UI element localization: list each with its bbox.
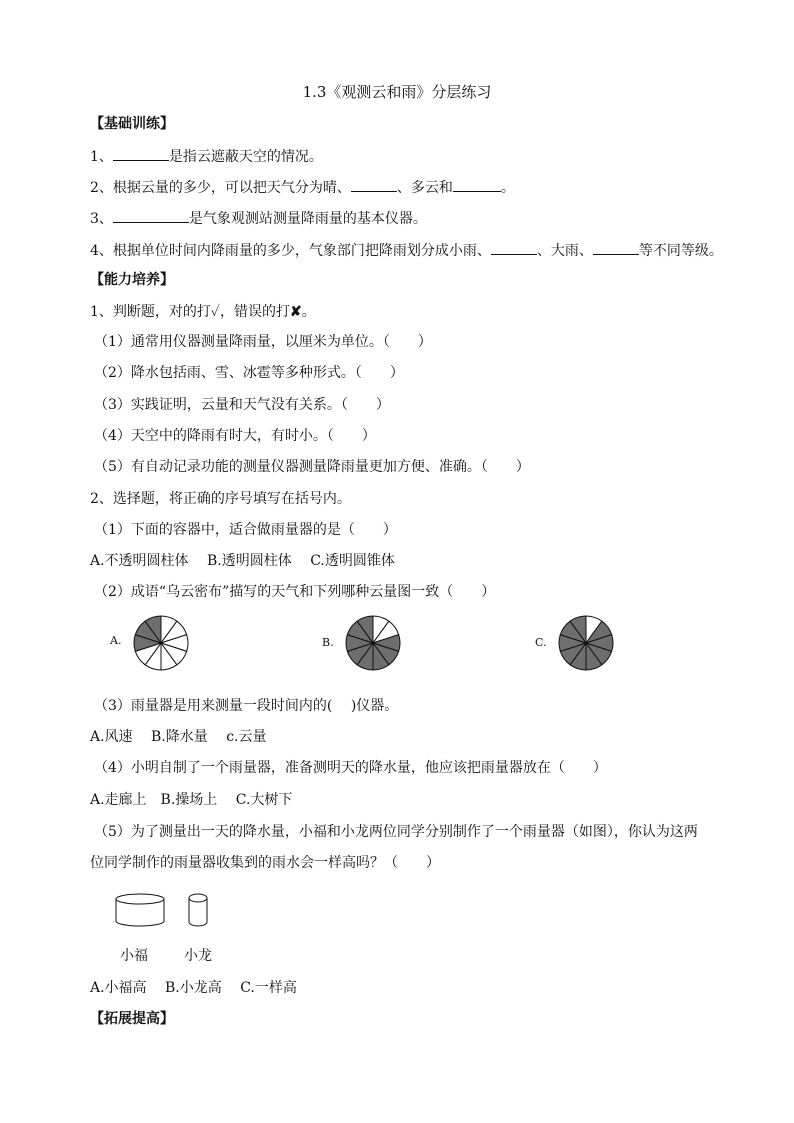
blank-2a[interactable]: [351, 177, 397, 192]
judge-item-5: （5）有自动记录功能的测量仪器测量降雨量更加方便、准确。（ ）: [94, 459, 530, 475]
judge-intro-text: 1、判断题，对的打: [90, 304, 211, 320]
basic-q1: [90, 146, 323, 167]
circle-label-b: B.: [322, 636, 334, 649]
basic-q2-text-c: 。: [500, 180, 515, 196]
basic-q4-text-b: 、大雨、: [536, 243, 593, 259]
blank-1[interactable]: [113, 146, 169, 161]
judge-item-4: （4）天空中的降雨有时大，有时小。（ ）: [94, 428, 376, 444]
choice-q5-line1: （5）为了测量出一天的降水量，小福和小龙两位同学分别制作了一个雨量器（如图），你认为这两: [94, 824, 698, 840]
cross-mark-icon: ✘: [289, 304, 302, 320]
check-mark-icon: ✓: [210, 304, 220, 320]
caption-xiaofu: 小福: [120, 948, 148, 964]
choice-q5-line2: 位同学制作的雨量器收集到的雨水会一样高吗？（ ）: [90, 855, 440, 871]
choice-q1-options: A.不透明圆柱体 B.透明圆柱体 C.透明圆锥体: [90, 553, 395, 569]
choice-q3-options: A.风速 B.降水量 c.云量: [90, 729, 267, 745]
choice-q2: （2）成语“乌云密布”描写的天气和下列哪种云量图一致（ ）: [94, 584, 496, 600]
section-basic-heading: 【基础训练】: [90, 116, 174, 132]
choice-q4: （4）小明自制了一个雨量器，准备测明天的降水量，他应该把雨量器放在（ ）: [94, 760, 607, 776]
caption-xiaolong: 小龙: [184, 948, 212, 964]
basic-q3-text: 是气象观测站测量降雨量的基本仪器。: [188, 211, 427, 227]
choice-q5-options: A.小福高 B.小龙高 C.一样高: [90, 980, 297, 996]
page-title: 1.3《观测云和雨》分层练习: [302, 83, 492, 101]
cloud-cover-circle-b: [344, 614, 402, 672]
choice-q3: （3）雨量器是用来测量一段时间内的( )仪器。: [94, 698, 399, 714]
basic-q4-text-a: 4、根据单位时间内降雨量的多少，气象部门把降雨划分成小雨、: [90, 243, 491, 259]
circle-label-c: C.: [535, 636, 547, 649]
basic-q3-number: 3、: [90, 211, 113, 227]
basic-q2-text-a: 2、根据云量的多少，可以把天气分为晴、: [90, 180, 351, 196]
choice-intro: 2、选择题，将正确的序号填写在括号内。: [90, 491, 351, 507]
blank-2b[interactable]: [453, 177, 501, 192]
blank-4b[interactable]: [593, 240, 639, 255]
basic-q3: [90, 208, 427, 229]
circle-label-a: A.: [110, 634, 122, 647]
basic-q4-text-c: 等不同等级。: [638, 243, 723, 259]
basic-q2-text-b: 、多云和: [396, 180, 453, 196]
basic-q4: [90, 240, 723, 261]
section-extend-heading: 【拓展提高】: [90, 1011, 174, 1027]
cloud-cover-circle-c: [557, 614, 615, 672]
section-ability-heading: 【能力培养】: [90, 272, 174, 288]
cloud-cover-circle-a: [132, 614, 190, 672]
judge-intro-end: 。: [301, 304, 316, 320]
blank-4a[interactable]: [491, 240, 537, 255]
judge-item-2: （2）降水包括雨、雪、冰雹等多种形式。（ ）: [94, 365, 404, 381]
basic-q1-number: 1、: [90, 149, 113, 165]
rain-gauge-xiaofu-icon: [114, 892, 166, 930]
judge-item-1: （1）通常用仪器测量降雨量，以厘米为单位。（ ）: [94, 334, 432, 350]
rain-gauge-xiaolong-icon: [186, 892, 210, 930]
basic-q1-text: 是指云遮蔽天空的情况。: [168, 149, 323, 165]
judge-item-3: （3）实践证明，云量和天气没有关系。（ ）: [94, 397, 390, 413]
blank-3[interactable]: [113, 208, 189, 223]
judge-intro-mid: ，错误的打: [219, 304, 290, 320]
judge-intro: [90, 302, 316, 322]
choice-q1: （1）下面的容器中，适合做雨量器的是（ ）: [94, 522, 397, 538]
basic-q2: [90, 177, 515, 198]
choice-q4-options: A.走廊上 B.操场上 C.大树下: [90, 792, 293, 808]
